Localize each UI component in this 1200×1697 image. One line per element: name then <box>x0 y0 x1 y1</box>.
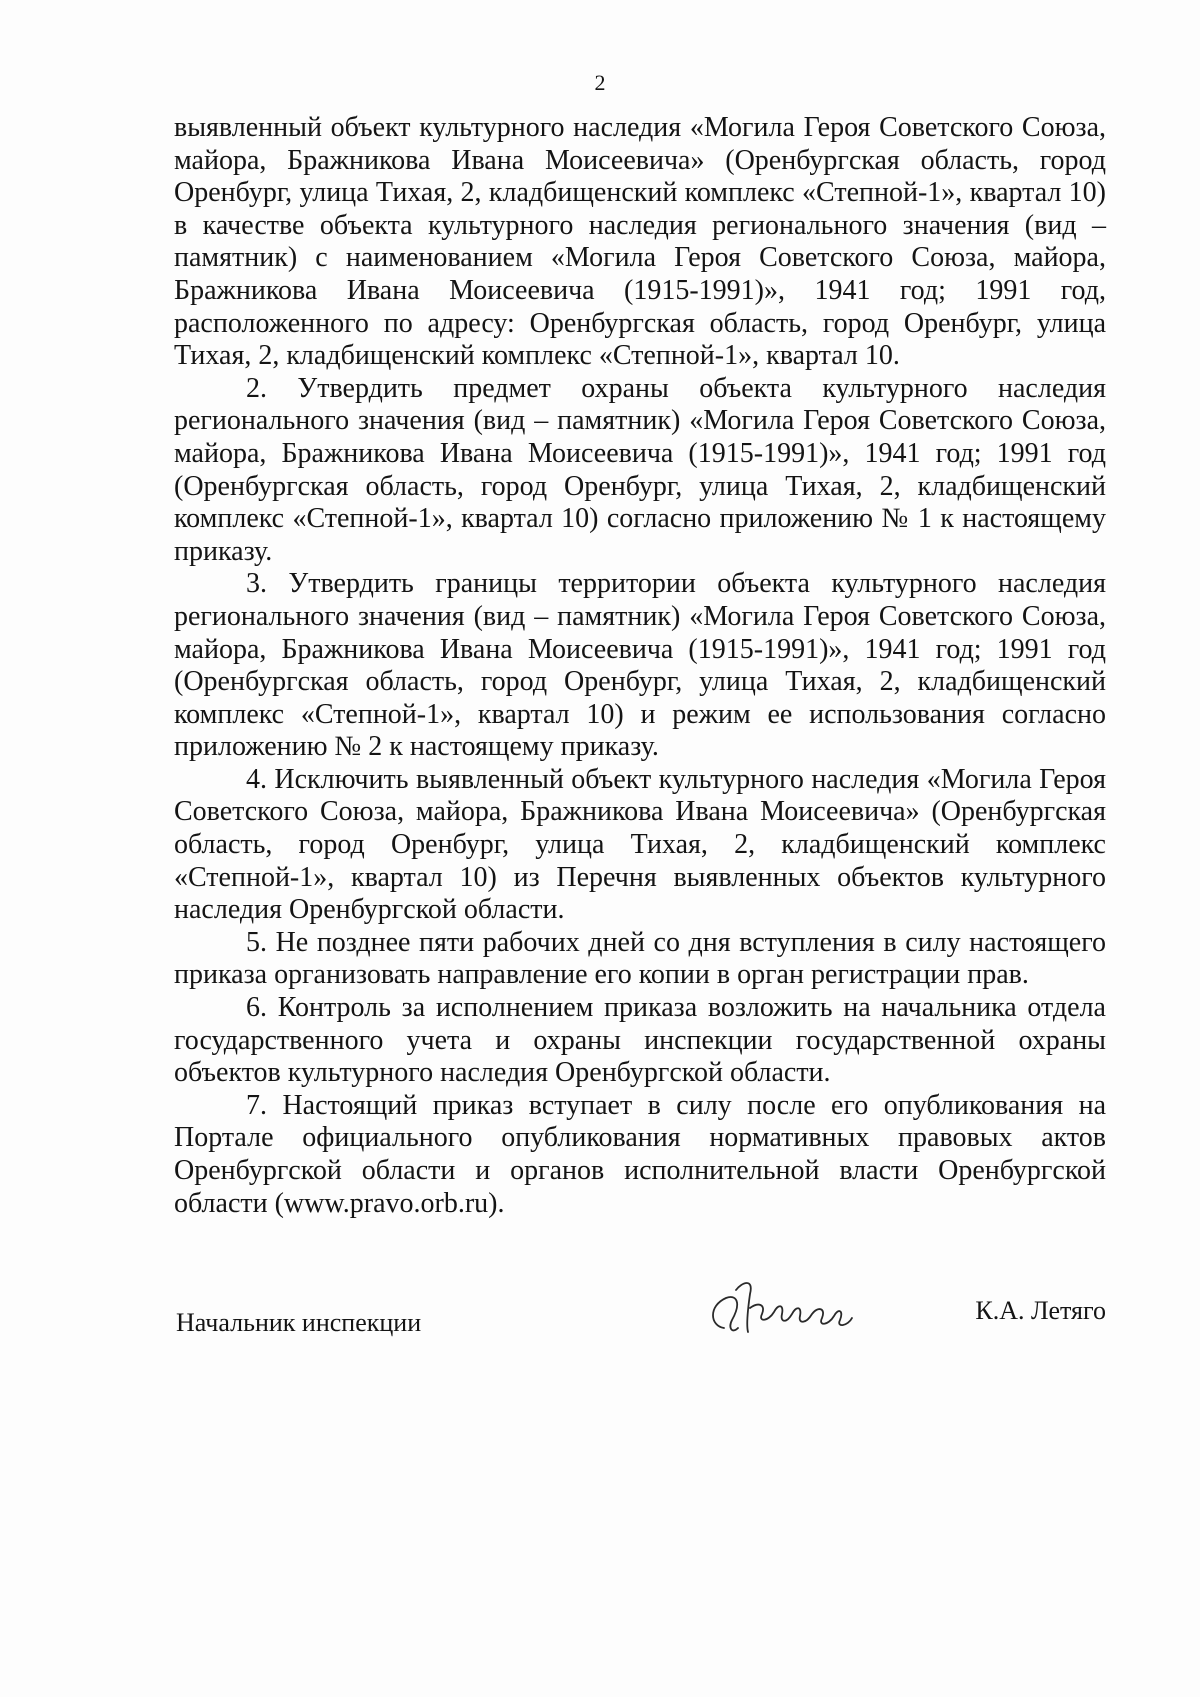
signature-block <box>174 1286 1106 1366</box>
signatory-name: К.А. Летяго <box>975 1296 1106 1325</box>
order-item-2: 2. Утвердить предмет охраны объекта культурного наследия регионального значения (вид – памятник) «Могила Героя Советского Союза, майора, Бражникова Ивана Моисеевича (1915-1991)», 1941 год; 1991 год (Оренбургская область, город Оренбург, улица Тихая, 2, кладбищенский комплекс «Степной-1», квартал 10) согласно приложению № 1 к настоящему приказу. <box>174 372 1106 567</box>
continuation-paragraph: выявленный объект культурного наследия «Могила Героя Советского Союза, майора, Бражникова Ивана Моисеевича» (Оренбургская область, город Оренбург, улица Тихая, 2, кладбищенский комплекс «Степной-1», квартал 10) в качестве объекта культурного наследия регионального значения (вид – памятник) с наименованием «Могила Героя Советского Союза, майора, Бражникова Ивана Моисеевича (1915-1991)», 1941 год; 1991 год, расположенного по адресу: Оренбургская область, город Оренбург, улица Тихая, 2, кладбищенский комплекс «Степной-1», квартал 10. <box>174 112 1106 372</box>
order-item-4: 4. Исключить выявленный объект культурного наследия «Могила Героя Советского Союза, майора, Бражникова Ивана Моисеевича» (Оренбургская область, город Оренбург, улица Тихая, 2, кладбищенский комплекс «Степной-1», квартал 10) из Перечня выявленных объектов культурного наследия Оренбургской области. <box>174 763 1106 926</box>
page-number: 2 <box>594 70 606 95</box>
signatory-title: Начальник инспекции <box>176 1308 422 1337</box>
order-item-3: 3. Утвердить границы территории объекта культурного наследия регионального значения (вид – памятник) «Могила Героя Советского Союза, майора, Бражникова Ивана Моисеевича (1915-1991)», 1941 год; 1991 год (Оренбургская область, город Оренбург, улица Тихая, 2, кладбищенский комплекс «Степной-1», квартал 10) и режим ее использования согласно приложению № 2 к настоящему приказу. <box>174 568 1106 763</box>
order-text <box>174 112 1106 1220</box>
order-item-5: 5. Не позднее пяти рабочих дней со дня вступления в силу настоящего приказа организовать направление его копии в орган регистрации прав. <box>174 926 1106 991</box>
order-item-7: 7. Настоящий приказ вступает в силу после его опубликования на Портале официального опубликования нормативных правовых актов Оренбургской области и органов исполнительной власти Оренбургской области (www.pravo.orb.ru). <box>174 1089 1106 1219</box>
handwritten-signature <box>702 1268 872 1348</box>
order-item-6: 6. Контроль за исполнением приказа возложить на начальника отдела государственного учета и охраны инспекции государственной охраны объектов культурного наследия Оренбургской области. <box>174 992 1106 1089</box>
